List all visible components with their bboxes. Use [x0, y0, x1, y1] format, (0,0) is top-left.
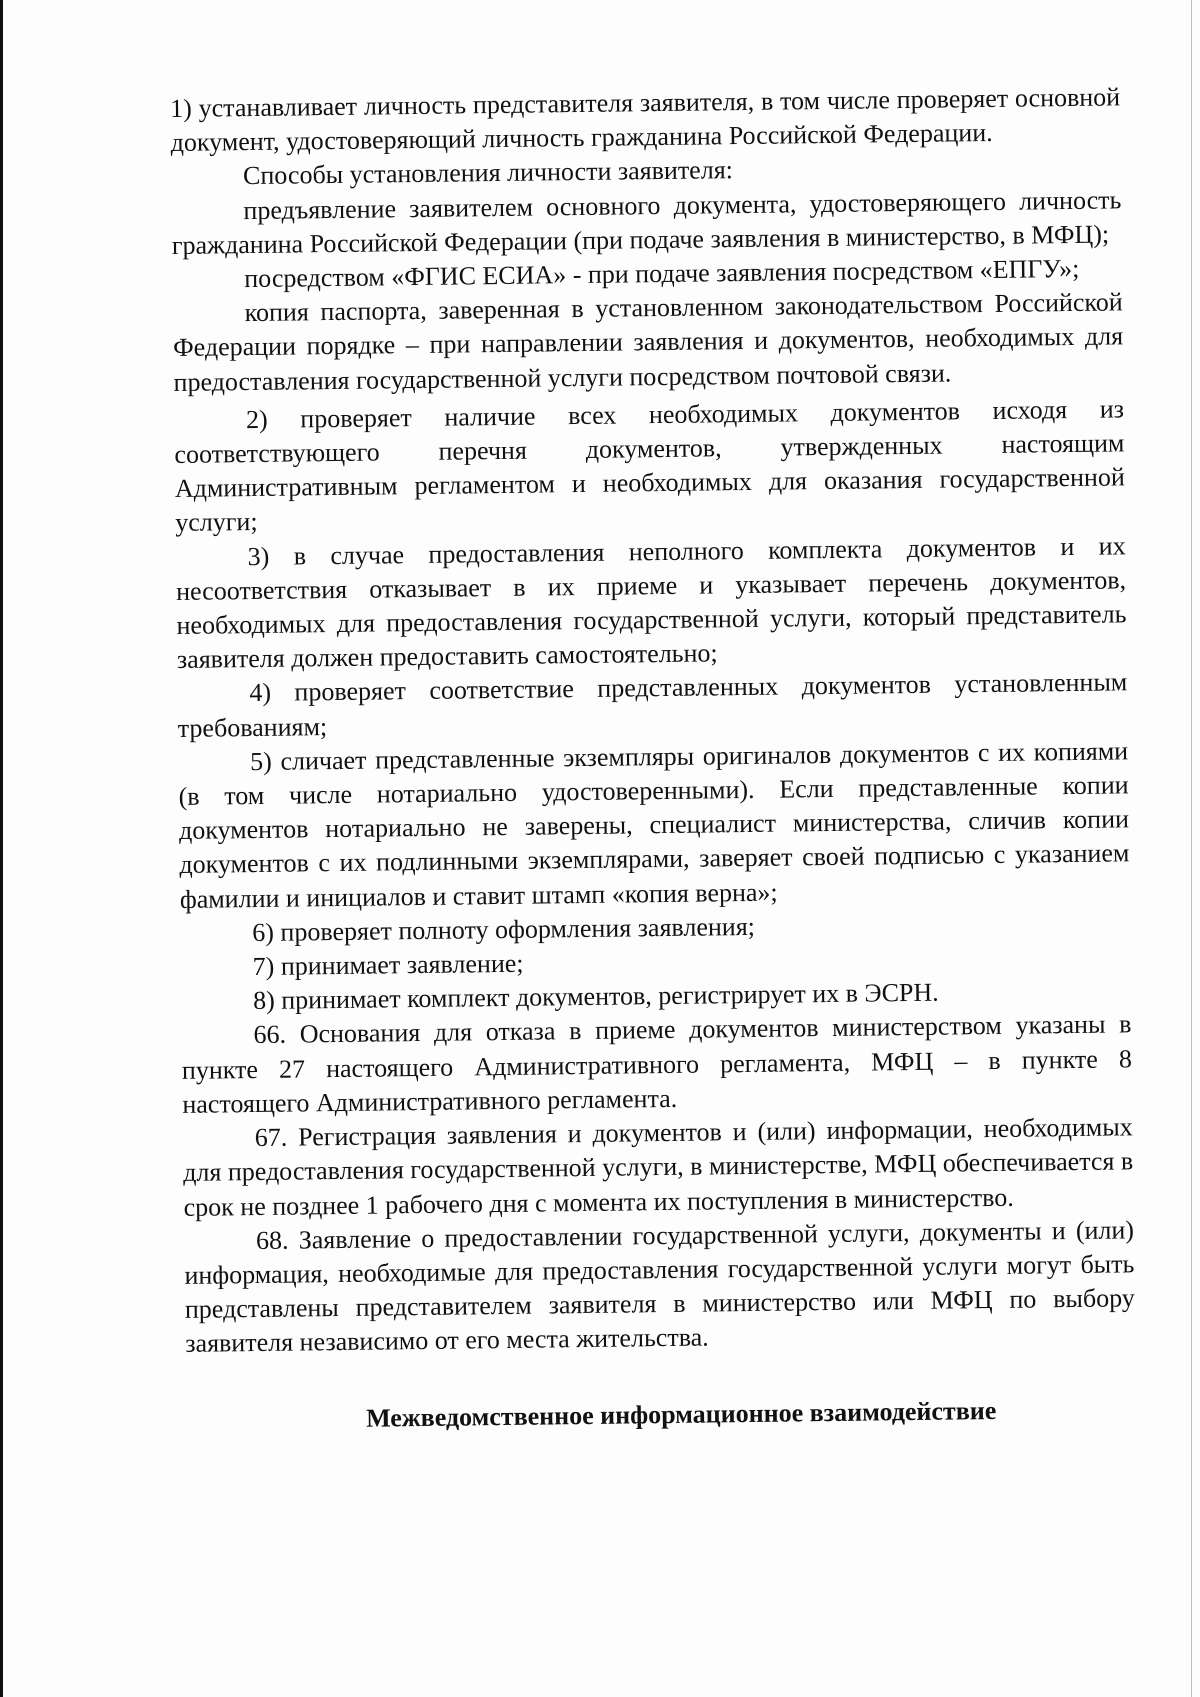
paragraph-item-6: 6) проверяет полноту оформления заявления; — [252, 911, 756, 947]
section-heading: Межведомственное информационное взаимодействие — [365, 1395, 997, 1433]
paragraph-method-passport-copy: копия паспорта, заверенная в установленном законодательством Российской Федерации порядке – при направлении заявления и документов, необходимых для предоставления государственной услуги посредством почтовой связи. — [172, 287, 1124, 397]
paragraph-item-4: 4) проверяет соответствие представленных документов установленным требованиям; — [177, 667, 1128, 743]
scan-edge-left — [0, 0, 3, 1697]
paragraph-item-1: 1) устанавливает личность представителя заявителя, в том числе проверяет основной документ, удостоверяющий личность гражданина Российской Федерации. — [170, 82, 1121, 158]
paragraph-identity-methods: Способы установления личности заявителя: — [242, 155, 734, 191]
paragraph-68: 68. Заявление о предоставлении государственной услуги, документы и (или) информация, необходимые для предоставления государственной услуги могут быть представлены представителем заявителя в министерство или МФЦ по выбору заявителя независимо от его места жительства. — [184, 1215, 1135, 1359]
paragraph-item-3: 3) в случае предоставления неполного комплекта документов и их несоответствия отказывает в их приеме и указывает перечень документов, необходимых для предоставления государственной услуги, который представитель заявителя должен предоставить самостоятельно; — [175, 531, 1127, 675]
paragraph-66: 66. Основания для отказа в приеме документов министерством указаны в пункте 27 настоящего Административного регламента, МФЦ – в пункте 8 настоящего Административного регламента. — [181, 1009, 1133, 1119]
paragraph-67: 67. Регистрация заявления и документов и (или) информации, необходимых для предоставления государственной услуги, в министерстве, МФЦ обеспечивается в срок не позднее 1 рабочего дня с момента их поступления в министерство. — [183, 1112, 1134, 1222]
paragraph-item-5: 5) сличает представленные экземпляры оригиналов документов с их копиями (в том числе нотариально удостоверенными). Если представленные копии документов нотариально не заверены, специалист министерства, сличив копии документов с их подлинными экземплярами, заверяет своей подписью с указанием фамилии и инициалов и ставит штамп «копия верна»; — [178, 736, 1130, 914]
paragraph-item-8: 8) принимает комплект документов, регистрирует их в ЭСРН. — [252, 977, 939, 1016]
document-body — [170, 80, 1136, 1437]
paragraph-method-esia: посредством «ФГИС ЕСИА» - при подаче заявления посредством «ЕПГУ»; — [244, 253, 1080, 294]
paragraph-item-7: 7) принимает заявление; — [252, 948, 524, 982]
scan-edge-right — [1191, 0, 1192, 1697]
paragraph-method-document: предъявление заявителем основного документа, удостоверяющего личность гражданина Российской Федерации (при подаче заявления в министерство, в МФЦ); — [171, 184, 1122, 260]
paragraph-item-2: 2) проверяет наличие всех необходимых документов исходя из соответствующего перечня документов, утвержденных настоящим Административным регламентом и необходимых для оказания государственной услуги; — [174, 394, 1125, 538]
